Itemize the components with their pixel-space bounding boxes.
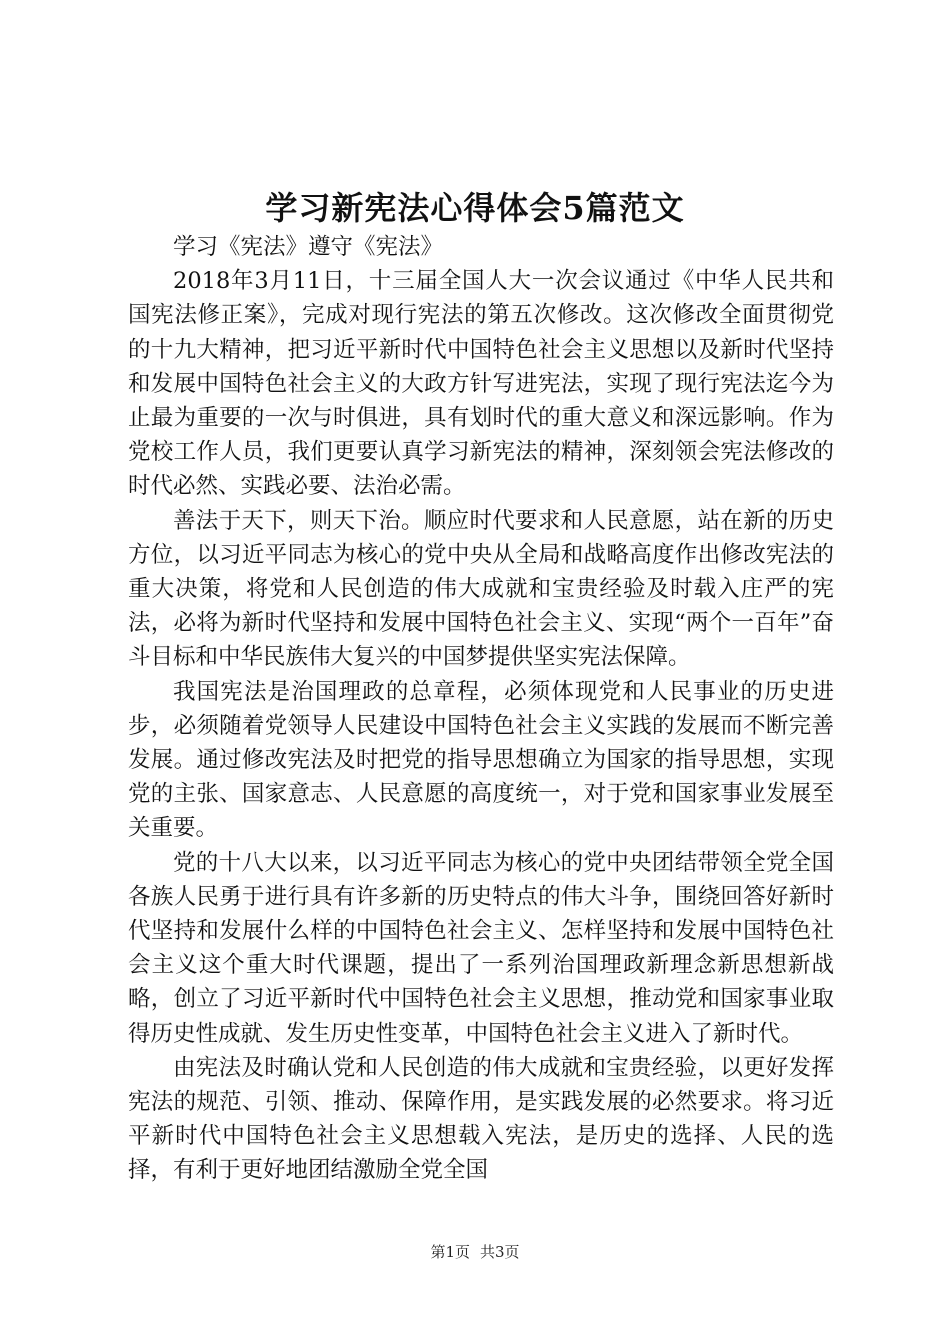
page-total: 共3页 [480,1243,520,1261]
body-paragraph: 党的十八大以来，以习近平同志为核心的党中央团结带领全党全国各族人民勇于进行具有许多新的历史特点的伟大斗争，围绕回答好新时代坚持和发展什么样的中国特色社会主义、怎样坚持和发展中国特色社会主义这个重大时代课题，提出了一系列治国理政新理念新思想新战略，创立了习近平新时代中国特色社会主义思想，推动党和国家事业取得历史性成就、发生历史性变革，中国特色社会主义进入了新时代。 [128,849,834,1047]
document-title: 学习新宪法心得体会5篇范文 [265,189,685,227]
subtitle-paragraph: 学习《宪法》遵守《宪法》 [173,234,444,260]
body-paragraph: 善法于天下，则天下治。顺应时代要求和人民意愿，站在新的历史方位，以习近平同志为核心的党中央从全局和战略高度作出修改宪法的重大决策，将党和人民创造的伟大成就和宝贵经验及时载入庄严的宪法，必将为新时代坚持和发展中国特色社会主义、实现“两个一百年”奋斗目标和中华民族伟大复兴的中国梦提供坚实宪法保障。 [128,507,834,671]
page-number: 第1页 [430,1243,470,1261]
page-footer [0,1240,950,1264]
body-paragraph: 2018年3月11日，十三届全国人大一次会议通过《中华人民共和国宪法修正案》，完成对现行宪法的第五次修改。这次修改全面贯彻党的十九大精神，把习近平新时代中国特色社会主义思想以及新时代坚持和发展中国特色社会主义的大政方针写进宪法，实现了现行宪法迄今为止最为重要的一次与时俱进，具有划时代的重大意义和深远影响。作为党校工作人员，我们更要认真学习新宪法的精神，深刻领会宪法修改的时代必然、实践必要、法治必需。 [128,268,834,500]
document-body [128,230,834,1188]
body-paragraph: 我国宪法是治国理政的总章程，必须体现党和人民事业的历史进步，必须随着党领导人民建设中国特色社会主义实践的发展而不断完善发展。通过修改宪法及时把党的指导思想确立为国家的指导思想，实现党的主张、国家意志、人民意愿的高度统一，对于党和国家事业发展至关重要。 [128,678,834,842]
body-paragraph: 由宪法及时确认党和人民创造的伟大成就和宝贵经验，以更好发挥宪法的规范、引领、推动、保障作用，是实践发展的必然要求。将习近平新时代中国特色社会主义思想载入宪法，是历史的选择、人民的选择，有利于更好地团结激励全党全国 [128,1054,834,1184]
